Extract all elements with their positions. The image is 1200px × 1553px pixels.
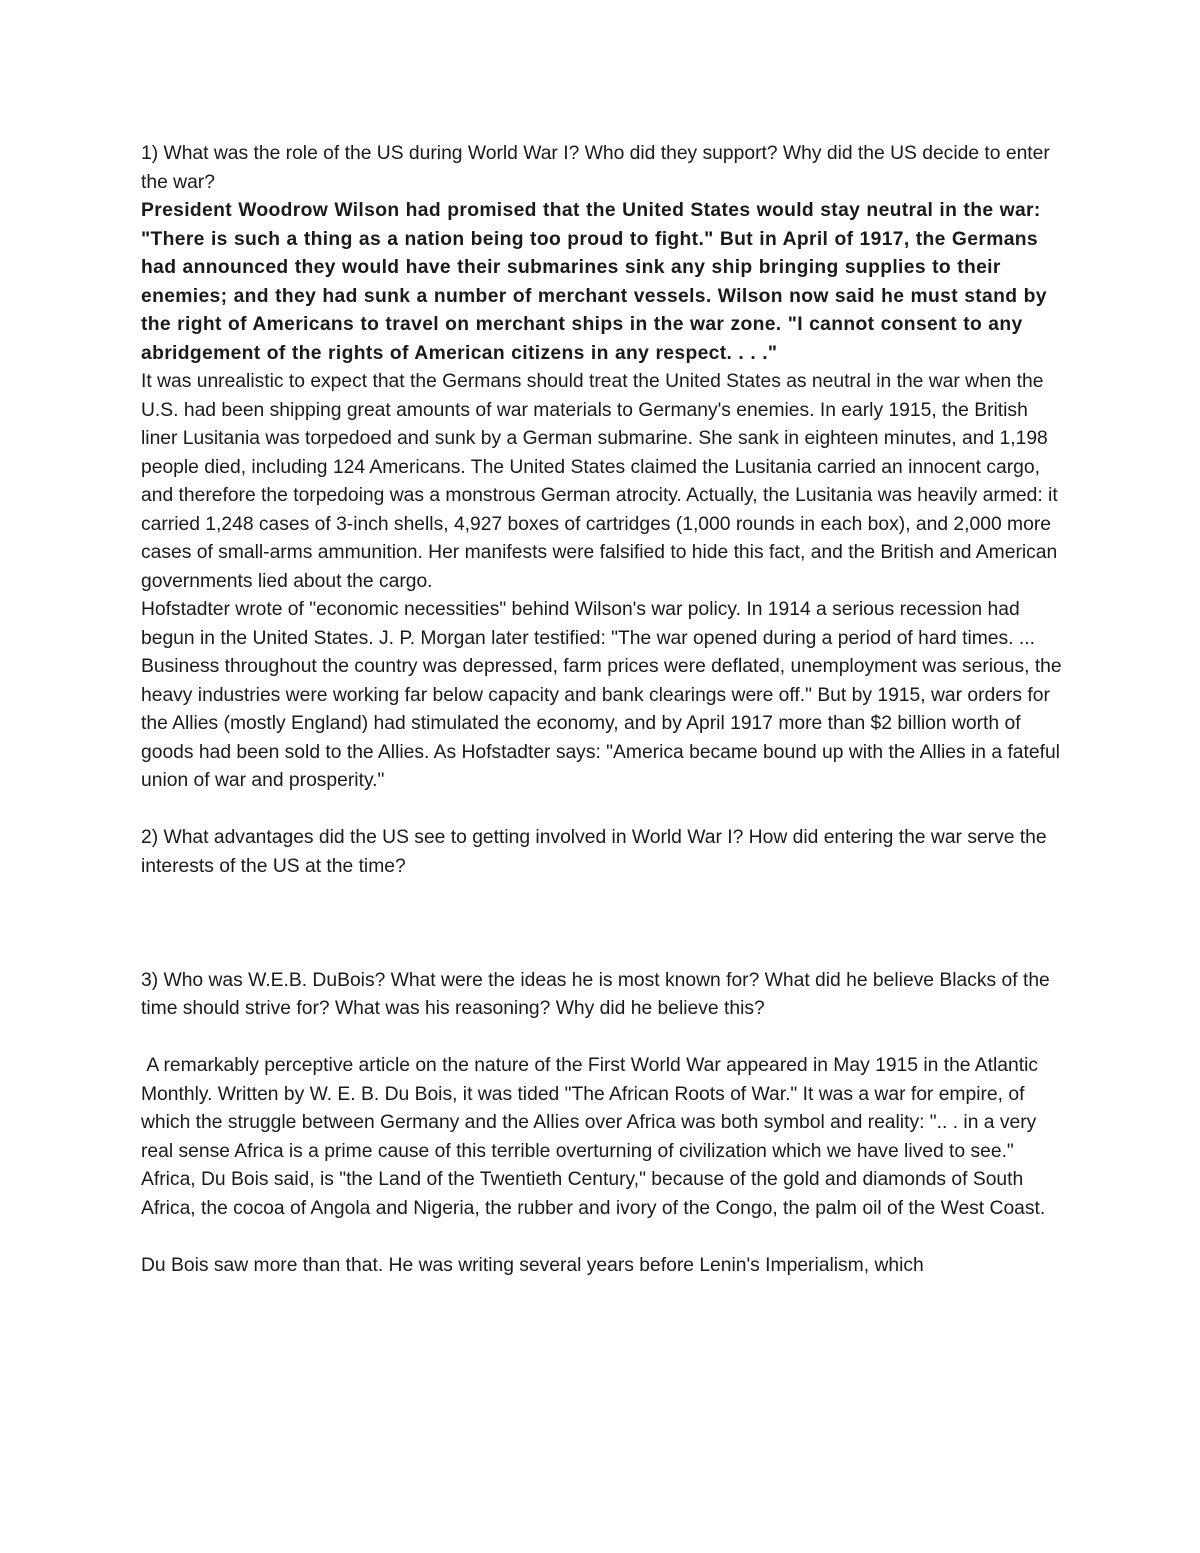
question-1: 1) What was the role of the US during World War I? Who did they support? Why did the US decide to enter the war? <box>141 143 1056 193</box>
blank-space <box>141 881 1066 967</box>
answer-1-bold-paragraph: President Woodrow Wilson had promised that the United States would stay neutral in the war: "There is such a thing as a nation being too proud to fight." But in April of 1917, the Germans had announced they would have their submarines sink any ship bringing supplies to their enemies; and they had sunk a number of merchant vessels. Wilson now said he must stand by the right of Americans to travel on merchant ships in the war zone. "I cannot consent to any abridgement of the rights of American citizens in any respect. . . ." <box>141 200 1053 364</box>
blank-line <box>141 1223 1066 1252</box>
answer-1-paragraph-lusitania: It was unrealistic to expect that the Germans should treat the United States as neutral in the war when the U.S. had been shipping great amounts of war materials to Germany's enemies. In early 1915, the British liner Lusitania was torpedoed and sunk by a German submarine. She sank in eighteen minutes, and 1,198 people died, including 124 Americans. The United States claimed the Lusitania carried an innocent cargo, and therefore the torpedoing was a monstrous German atrocity. Actually, the Lusitania was heavily armed: it carried 1,248 cases of 3-inch shells, 4,927 boxes of cartridges (1,000 rounds in each box), and 2,000 more cases of small-arms ammunition. Her manifests were falsified to hide this fact, and the British and American governments lied about the cargo. <box>141 371 1064 592</box>
question-2: 2) What advantages did the US see to getting involved in World War I? How did entering the war serve the interests of the US at the time? <box>141 827 1052 877</box>
question-3: 3) Who was W.E.B. DuBois? What were the ideas he is most known for? What did he believe Blacks of the time should strive for? What was his reasoning? Why did he believe this? <box>141 969 1056 1019</box>
blank-line <box>141 1024 1066 1053</box>
answer-3-paragraph-du-bois-article: A remarkably perceptive article on the nature of the First World War appeared in May 1915 in the Atlantic Monthly. Written by W. E. B. Du Bois, it was tided "The African Roots of War." It was a war for empire, of which the struggle between Germany and the Allies over Africa was both symbol and reality: ".. . in a very real sense Africa is a prime cause of this terrible overturning of civilization which we have lived to see." Africa, Du Bois said, is "the Land of the Twentieth Century," because of the gold and diamonds of South Africa, the cocoa of Angola and Nigeria, the rubber and ivory of the Congo, the palm oil of the West Coast. <box>141 1055 1046 1219</box>
blank-line <box>141 796 1066 825</box>
answer-3-paragraph-du-bois-saw-more: Du Bois saw more than that. He was writing several years before Lenin's Imperialism, which <box>141 1254 924 1276</box>
document-body <box>141 140 1066 1280</box>
answer-1-paragraph-hofstadter: Hofstadter wrote of "economic necessities" behind Wilson's war policy. In 1914 a serious recession had begun in the United States. J. P. Morgan later testified: "The war opened during a period of hard times. ... Business throughout the country was depressed, farm prices were deflated, unemployment was serious, the heavy industries were working far below capacity and bank clearings were off." But by 1915, war orders for the Allies (mostly England) had stimulated the economy, and by April 1917 more than $2 billion worth of goods had been sold to the Allies. As Hofstadter says: "America became bound up with the Allies in a fateful union of war and prosperity." <box>141 599 1067 791</box>
